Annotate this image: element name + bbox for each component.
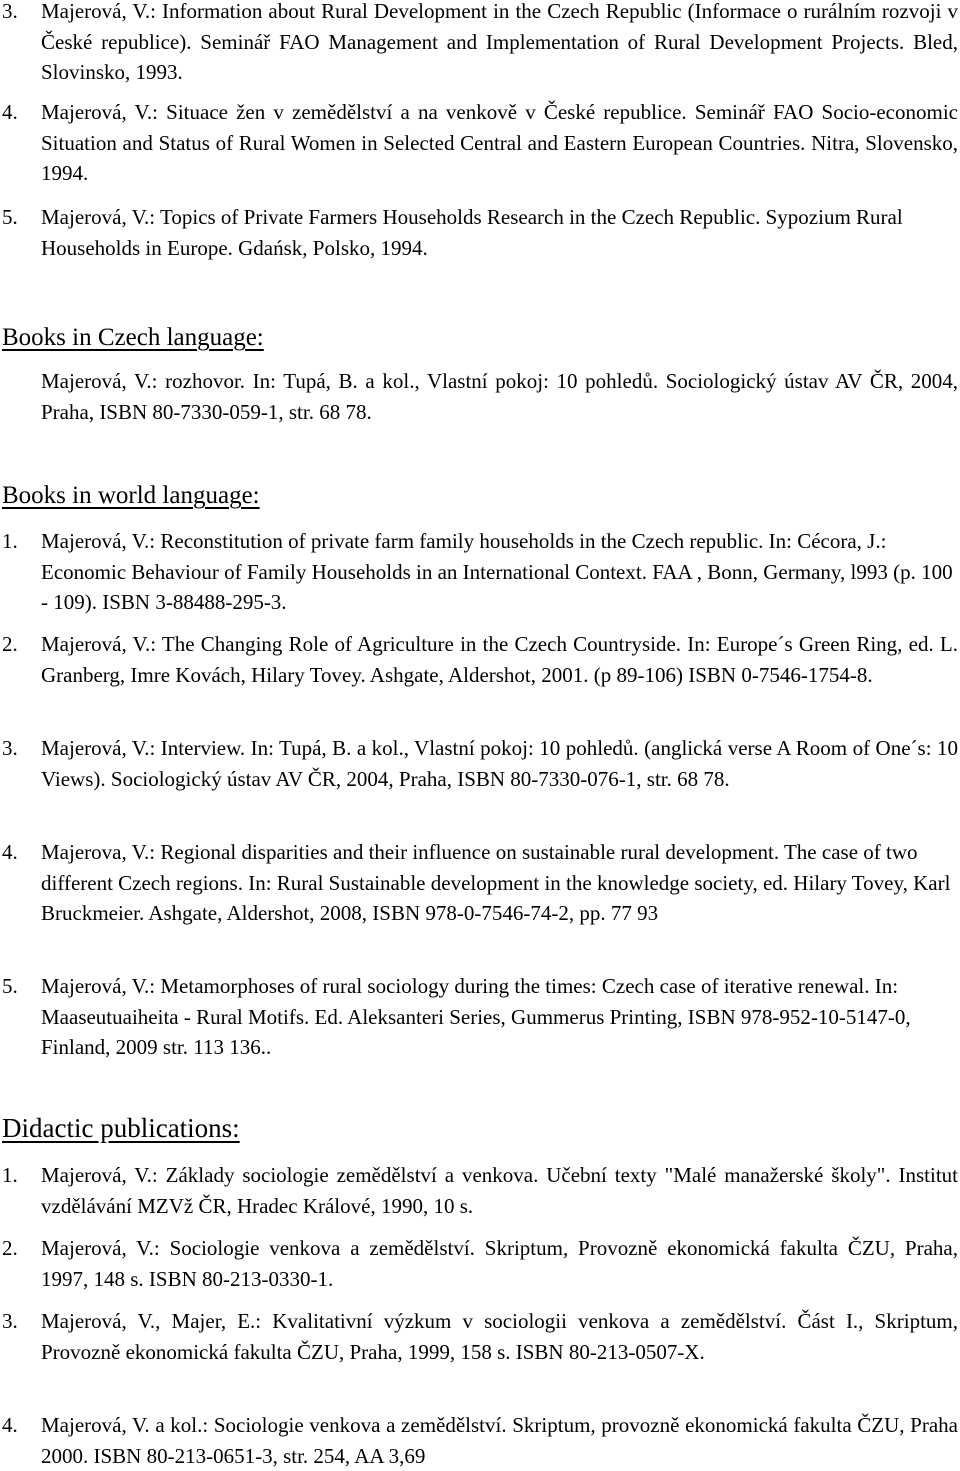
list-item: [0, 0, 958, 88]
list-item: [0, 1306, 958, 1367]
list-item: [0, 1160, 958, 1221]
list-item-number: 2.: [2, 632, 18, 656]
list-item-number: 3.: [2, 1309, 18, 1333]
section-heading-books-czech: Books in Czech language:: [2, 324, 264, 351]
list-item-number: 4.: [2, 1413, 18, 1437]
list-item-number: 2.: [2, 1236, 18, 1260]
list-item-text: Majerová, V.: Topics of Private Farmers Households Research in the Czech Republic. Sypozium Rural Households in Europe. Gdańsk, Polsko, 1994.: [41, 205, 903, 260]
list-item-number: 4.: [2, 100, 18, 124]
list-item-text: Majerová, V.: Sociologie venkova a zemědělství. Skriptum, Provozně ekonomická fakulta ČZU, Praha, 1997, 148 s. ISBN 80-213-0330-1.: [41, 1236, 958, 1291]
list-item-text: Majerová, V.: Interview. In: Tupá, B. a kol., Vlastní pokoj: 10 pohledů. (anglická verse A Room of One´s: 10 Views). Sociologický ústav AV ČR, 2004, Praha, ISBN 80-7330-076-1, str. 68 78.: [41, 736, 958, 791]
list-item-number: 4.: [2, 840, 18, 864]
list-item-number: 1.: [2, 529, 18, 553]
list-item: [0, 629, 958, 690]
list-item-text: Majerová, V.: Základy sociologie zemědělství a venkova. Učební texty "Malé manažerské školy". Institut vzdělávání MZVž ČR, Hradec Králové, 1990, 10 s.: [41, 1163, 958, 1218]
books-czech-text: Majerová, V.: rozhovor. In: Tupá, B. a kol., Vlastní pokoj: 10 pohledů. Sociologický ústav AV ČR, 2004, Praha, ISBN 80-7330-059-1, str. 68 78.: [41, 369, 958, 424]
list-item-text: Majerová, V. a kol.: Sociologie venkova a zemědělství. Skriptum, provozně ekonomická fakulta ČZU, Praha 2000. ISBN 80-213-0651-3, str. 254, AA 3,69: [41, 1413, 958, 1468]
list-item-number: 1.: [2, 1163, 18, 1187]
list-item-number: 3.: [2, 736, 18, 760]
list-item-number: 5.: [2, 205, 18, 229]
list-item-number: 5.: [2, 974, 18, 998]
section-heading-didactic: Didactic publications:: [2, 1113, 240, 1143]
list-item-text: Majerová, V.: Metamorphoses of rural sociology during the times: Czech case of iterative renewal. In: Maaseutuaiheita - Rural Motifs. Ed. Aleksanteri Series, Gummerus Printing, ISBN 978-952-10-5147-0, Finland, 2009 str. 113 136..: [41, 974, 911, 1059]
list-item: [0, 97, 958, 189]
list-item-text: Majerová, V.: Situace žen v zemědělství a na venkově v České republice. Seminář FAO Socio-economic Situation and Status of Rural Women in Selected Central and Eastern European Countries. Nitra, Slovensko, 1994.: [41, 100, 958, 185]
list-item-text: Majerova, V.: Regional disparities and their influence on sustainable rural development. The case of two different Czech regions. In: Rural Sustainable development in the knowledge society, ed. Hilary Tovey, Karl Bruckmeier. Ashgate, Aldershot, 2008, ISBN 978-0-7546-74-2, pp. 77 93: [41, 840, 951, 925]
list-item-text: Majerová, V.: Information about Rural Development in the Czech Republic (Informace o rurálním rozvoji v České republice). Seminář FAO Management and Implementation of Rural Development Projects. Bled, Slovinsko, 1993.: [41, 0, 958, 84]
list-item-text: Majerová, V., Majer, E.: Kvalitativní výzkum v sociologii venkova a zemědělství. Část I., Skriptum, Provozně ekonomická fakulta ČZU, Praha, 1999, 158 s. ISBN 80-213-0507-X.: [41, 1309, 958, 1364]
list-item: [0, 971, 958, 1063]
list-item: [0, 1410, 958, 1471]
list-item: [0, 526, 958, 618]
list-item: [0, 1233, 958, 1294]
section-heading-books-world: Books in world language:: [2, 482, 260, 509]
list-item-number: 3.: [2, 0, 18, 23]
list-item: [0, 733, 958, 794]
list-item: [0, 837, 958, 929]
list-item-text: Majerová, V.: Reconstitution of private farm family households in the Czech republic. In: Cécora, J.: Economic Behaviour of Family Households in an International Context. FAA , Bonn, Germany, l993 (p. 100 - 109). ISBN 3-88488-295-3.: [41, 529, 953, 614]
list-item: [0, 202, 958, 263]
list-item-text: Majerová, V.: The Changing Role of Agriculture in the Czech Countryside. In: Europe´s Green Ring, ed. L. Granberg, Imre Kovách, Hilary Tovey. Ashgate, Aldershot, 2001. (p 89-106) ISBN 0-7546-1754-8.: [41, 632, 958, 687]
